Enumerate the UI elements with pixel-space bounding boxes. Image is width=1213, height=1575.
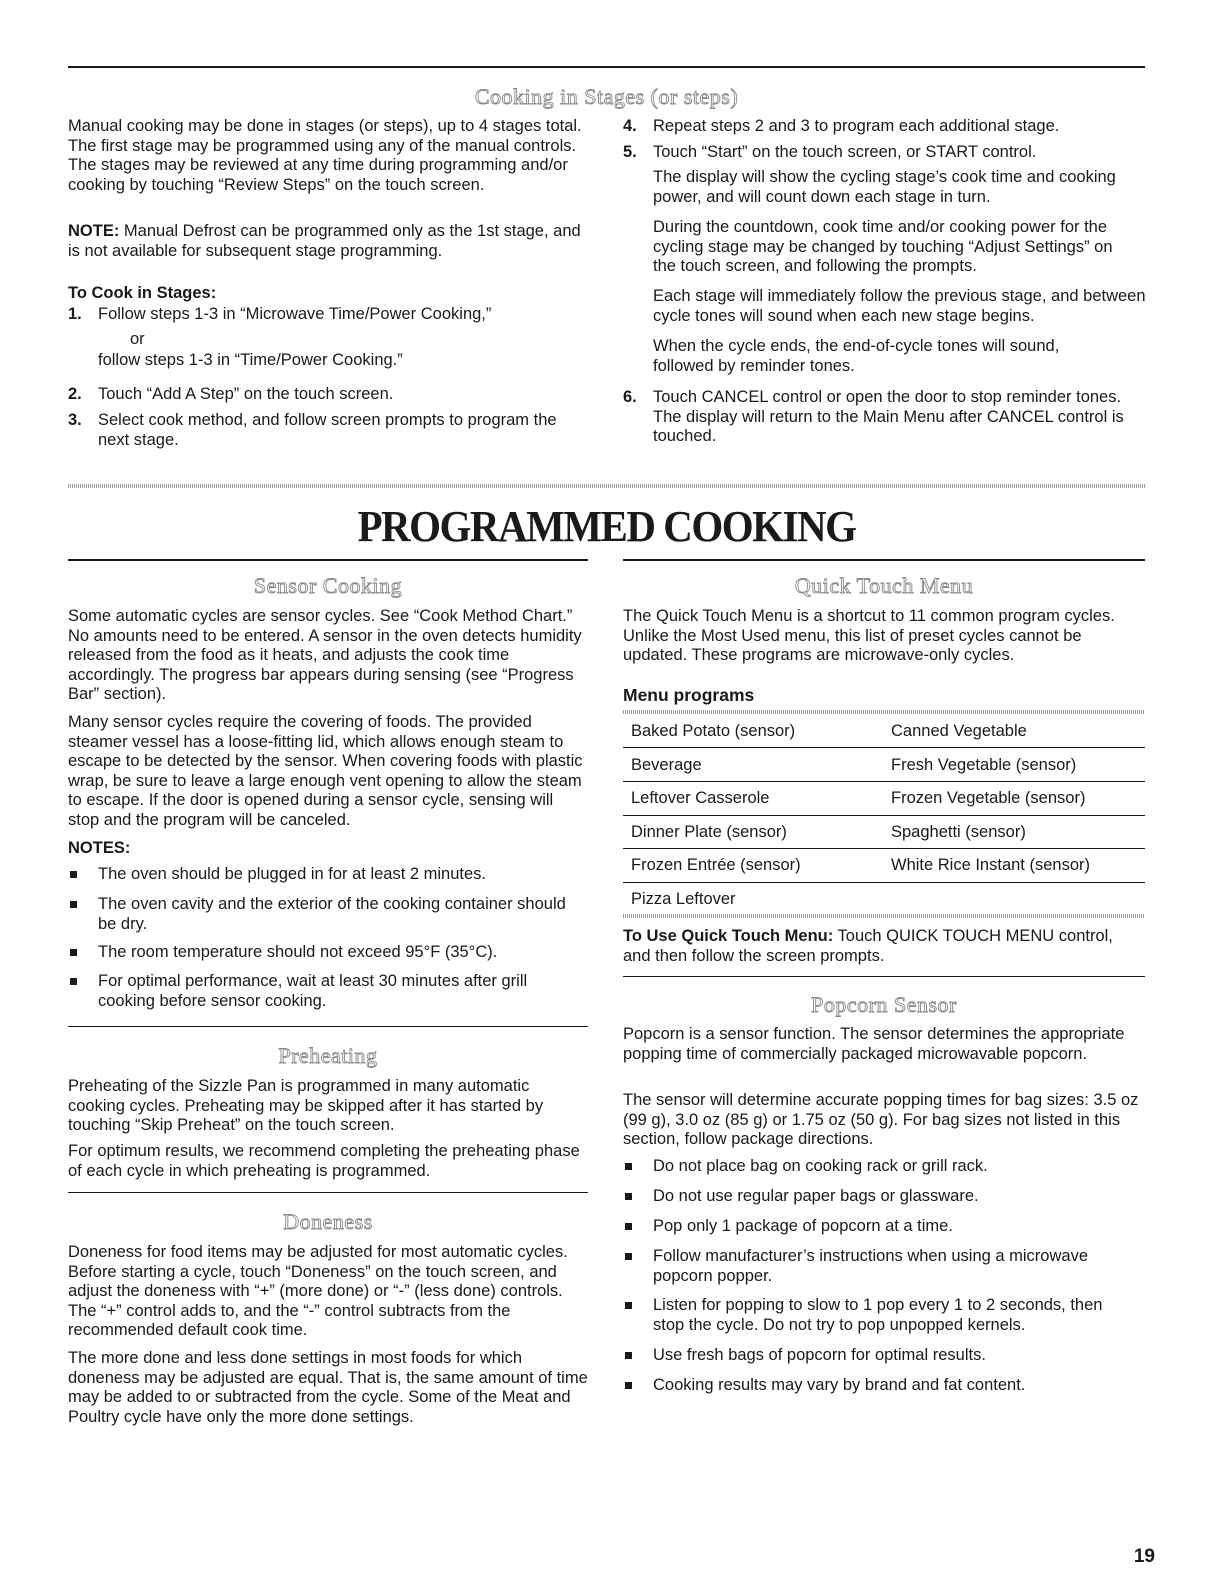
menu-cell: Pizza Leftover (631, 890, 736, 908)
bullet-marker (625, 1193, 632, 1200)
note-item: The room temperature should not exceed 95°F (35°C). (98, 943, 498, 961)
menu-cell: Leftover Casserole (631, 789, 770, 807)
menu-row-divider (623, 882, 1145, 883)
popcorn-item: Do not place bag on cooking rack or grill rack. (653, 1157, 988, 1175)
step-text: Touch CANCEL control or open the door to stop reminder tones. The display will return to the Main Menu after CANCEL control is touched. (653, 388, 1124, 446)
menu-cell: Frozen Entrée (sensor) (631, 856, 801, 874)
popcorn-item: Cooking results may vary by brand and fat content. (653, 1376, 1026, 1394)
popcorn-p2: The sensor will determine accurate popping times for bag sizes: 3.5 oz (99 g), 3.0 oz (85 g) or 1.75 oz (50 g). For bag sizes not listed in this section, follow package directions. (623, 1091, 1139, 1149)
menu-cell: Beverage (631, 756, 702, 774)
menu-programs-heading: Menu programs (623, 685, 755, 705)
section-title-sensor-cooking: Sensor Cooking (253, 573, 403, 598)
menu-row-divider (623, 815, 1145, 816)
step-text: follow steps 1-3 in “Time/Power Cooking.” (98, 351, 403, 369)
step-num: 1. (68, 305, 82, 323)
menu-table-top-rule (623, 710, 1145, 714)
step-text: Select cook method, and follow screen prompts to program the next stage. (98, 411, 557, 449)
quick-touch-p1: The Quick Touch Menu is a shortcut to 11 common program cycles. Unlike the Most Used menu, this list of preset cycles cannot be updated. These programs are microwave-only cycles. (623, 607, 1115, 665)
usage-label: To Use Quick Touch Menu: (623, 927, 834, 945)
bullet-marker (625, 1253, 632, 1260)
bullet-marker (70, 949, 77, 956)
doneness-p1: Doneness for food items may be adjusted for most automatic cycles. Before starting a cycle, touch “Doneness” on the touch screen, and adjust the doneness with “+” (more done) or “-” (less done) controls. The “+” control adds to, and the “-” control subtracts from the recommended default cook time. (68, 1243, 568, 1340)
bullet-marker (70, 978, 77, 985)
step-text: Touch “Start” on the touch screen, or START control. (653, 143, 1037, 161)
menu-cell: Fresh Vegetable (sensor) (891, 756, 1077, 774)
step-num: 3. (68, 411, 82, 429)
sensor-p2: Many sensor cycles require the covering of foods. The provided steamer vessel has a loose-fitting lid, which allows enough steam to escape to be detected by the sensor. When covering foods with plastic wrap, be sure to leave a large enough vent opening to allow the steam to escape. If the door is opened during a sensor cycle, sensing will stop and the program will be canceled. (68, 713, 583, 829)
popcorn-item: Use fresh bags of popcorn for optimal results. (653, 1346, 986, 1364)
note-item: The oven cavity and the exterior of the cooking container should be dry. (98, 895, 566, 933)
step-text: Each stage will immediately follow the previous stage, and between cycle tones will sound when each new stage begins. (653, 287, 1146, 325)
menu-cell: Dinner Plate (sensor) (631, 823, 787, 841)
menu-cell: Frozen Vegetable (sensor) (891, 789, 1086, 807)
bullet-marker (625, 1382, 632, 1389)
note-item: For optimal performance, wait at least 30 minutes after grill cooking before sensor cooking. (98, 972, 528, 1010)
preheating-p1: Preheating of the Sizzle Pan is programmed in many automatic cooking cycles. Preheating may be skipped after it has started by touching “Skip Preheat” on the touch screen. (68, 1077, 544, 1135)
step-text: Touch “Add A Step” on the touch screen. (98, 385, 394, 403)
step-text: The display will show the cycling stage’s cook time and cooking power, and will count down each stage in turn. (653, 168, 1116, 206)
popcorn-item: Do not use regular paper bags or glassware. (653, 1187, 979, 1205)
note-text: Manual Defrost can be programmed only as the 1st stage, and is not available for subsequent stage programming. (68, 222, 581, 260)
bullet-marker (625, 1163, 632, 1170)
quick-touch-usage (623, 927, 1143, 966)
popcorn-item: Follow manufacturer’s instructions when using a microwave popcorn popper. (653, 1247, 1088, 1285)
note-item: The oven should be plugged in for at least 2 minutes. (98, 865, 486, 883)
bullet-marker (70, 871, 77, 878)
page-number: 19 (1133, 1546, 1155, 1567)
stages-note (68, 222, 588, 261)
section-title-quick-touch-menu: Quick Touch Menu (794, 573, 974, 598)
quick-touch-rule (623, 559, 1145, 561)
section-title-preheating: Preheating (278, 1043, 378, 1068)
menu-table-bottom-rule (623, 914, 1145, 918)
popcorn-rule (623, 976, 1145, 977)
preheating-p2: For optimum results, we recommend completing the preheating phase of each cycle in which preheating is programmed. (68, 1142, 580, 1180)
doneness-rule (68, 1192, 588, 1193)
bullet-marker (625, 1352, 632, 1359)
menu-cell: Spaghetti (sensor) (891, 823, 1026, 841)
bullet-marker (70, 901, 77, 908)
page-title: PROGRAMMED COOKING (357, 501, 856, 551)
menu-cell: Baked Potato (sensor) (631, 722, 796, 740)
menu-row-divider (623, 781, 1145, 782)
stages-intro: Manual cooking may be done in stages (or steps), up to 4 stages total. The first stage may be programmed using any of the manual controls. The stages may be reviewed at any time during programming and/or cooking by touching “Review Steps” on the touch screen. (68, 117, 582, 194)
section-title-doneness: Doneness (283, 1209, 373, 1234)
step-num: 2. (68, 385, 82, 403)
section-title-popcorn-sensor: Popcorn Sensor (811, 992, 957, 1017)
bullet-marker (625, 1223, 632, 1230)
step-num: 4. (623, 117, 637, 135)
notes-label: NOTES: (68, 839, 131, 857)
step-text: Repeat steps 2 and 3 to program each additional stage. (653, 117, 1060, 135)
sensor-rule (68, 559, 588, 561)
sensor-p1: Some automatic cycles are sensor cycles. See “Cook Method Chart.” No amounts need to be entered. A sensor in the oven detects humidity released from the food as it heats, and adjusts the cook time accordingly. The progress bar appears during sensing (see “Progress Bar” section). (68, 607, 582, 704)
menu-row-divider (623, 747, 1145, 748)
menu-cell: White Rice Instant (sensor) (891, 856, 1090, 874)
preheating-rule (68, 1026, 588, 1027)
step-text: During the countdown, cook time and/or cooking power for the cycling stage may be changed by touching “Adjust Settings” on the touch screen, and following the prompts. (653, 218, 1113, 276)
top-rule (68, 66, 1145, 68)
step-text: Follow steps 1-3 in “Microwave Time/Power Cooking,” (98, 305, 492, 323)
popcorn-item: Listen for popping to slow to 1 pop every 1 to 2 seconds, then stop the cycle. Do not try to pop unpopped kernels. (653, 1296, 1103, 1334)
step-text: or (130, 330, 145, 348)
section-title-cooking-in-stages: Cooking in Stages (or steps) (474, 84, 739, 109)
menu-row-divider (623, 848, 1145, 849)
note-label: NOTE: (68, 222, 120, 240)
usage-text: Touch QUICK TOUCH MENU control, and then follow the screen prompts. (623, 927, 1113, 965)
menu-cell: Canned Vegetable (891, 722, 1027, 740)
popcorn-item: Pop only 1 package of popcorn at a time. (653, 1217, 953, 1235)
step-num: 6. (623, 388, 637, 406)
bullet-marker (625, 1302, 632, 1309)
popcorn-p1: Popcorn is a sensor function. The sensor determines the appropriate popping time of commercially packaged microwavable popcorn. (623, 1025, 1125, 1063)
doneness-p2: The more done and less done settings in most foods for which doneness may be adjusted are equal. That is, the same amount of time may be added to or subtracted from the cycle. Some of the Meat and Poultry cycle have only the more done settings. (68, 1349, 588, 1426)
stages-subhead: To Cook in Stages: (68, 284, 217, 302)
step-num: 5. (623, 143, 637, 161)
section-divider (68, 484, 1145, 488)
step-text: When the cycle ends, the end-of-cycle tones will sound, followed by reminder tones. (653, 337, 1060, 375)
